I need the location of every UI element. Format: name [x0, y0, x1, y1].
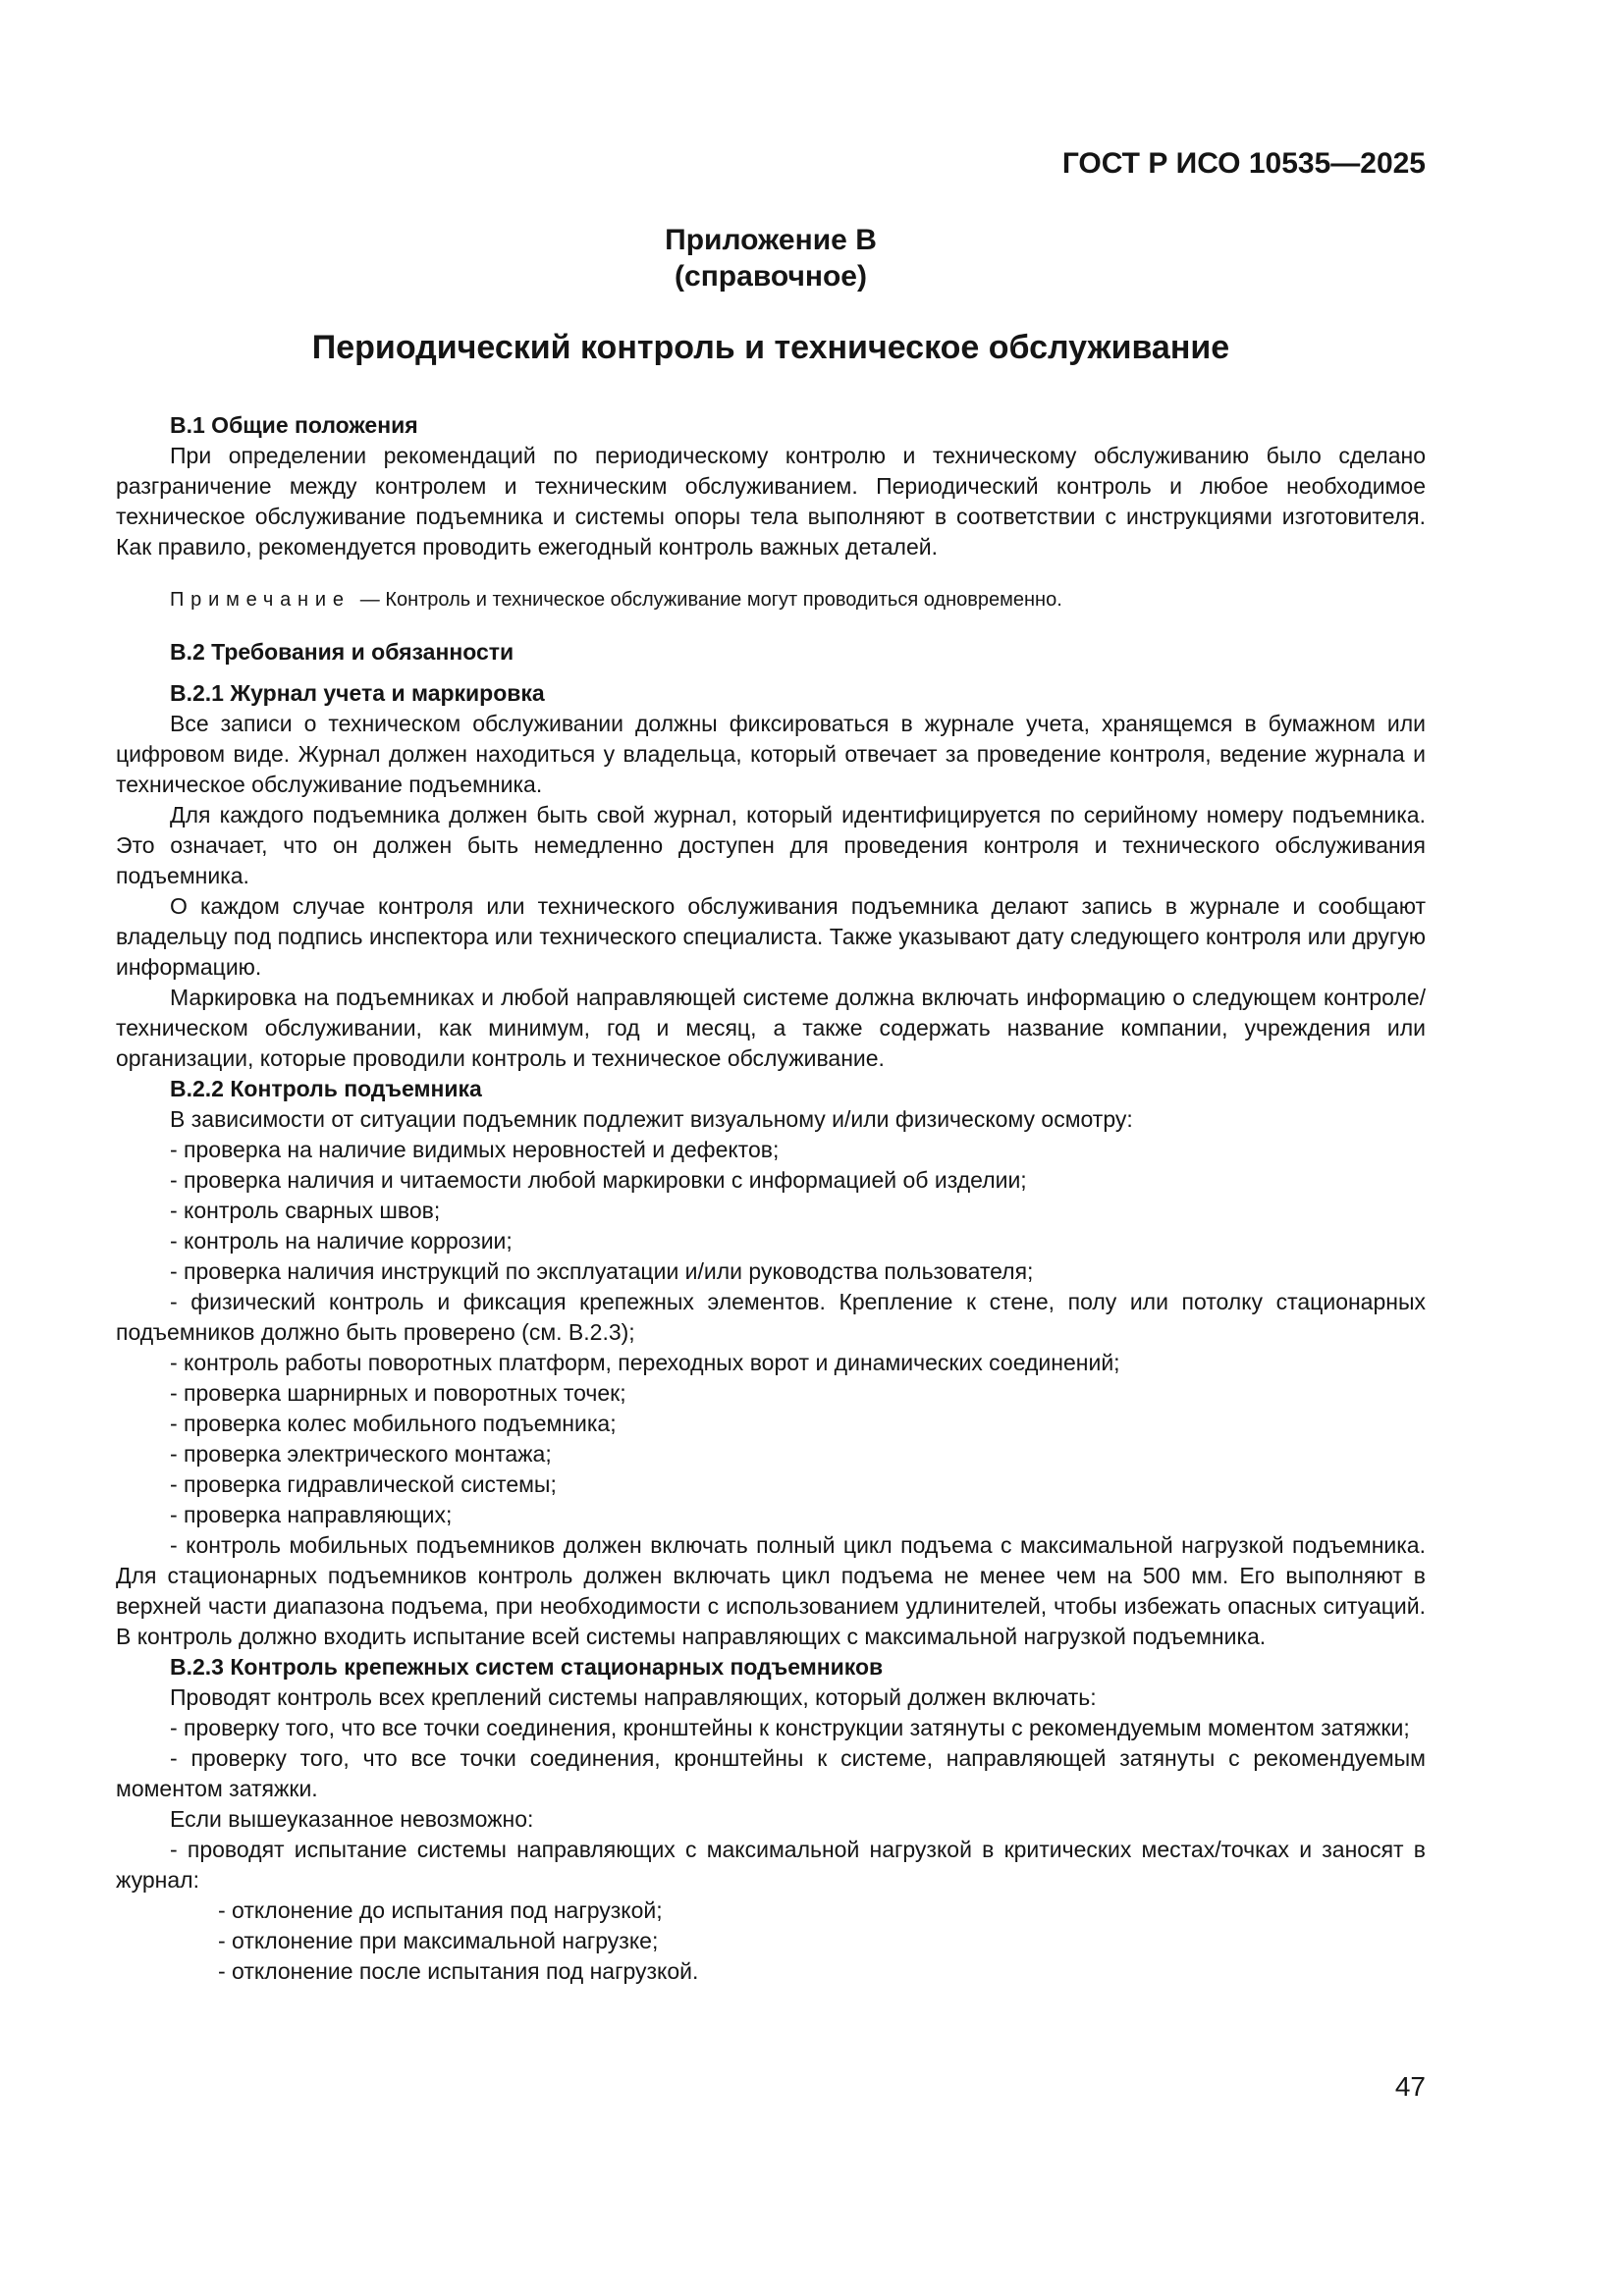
paragraph-b21-2: Для каждого подъемника должен быть свой журнал, который идентифицируется по серийному номеру подъемника. Это означает, что он должен быть немедленно доступен для проведения контроля и технического обслуживания подъемника.	[116, 802, 1426, 888]
list-item-b22-9: - проверка колес мобильного подъемника;	[170, 1411, 617, 1436]
annex-label: Приложение В	[665, 224, 877, 256]
heading-b2: В.2 Требования и обязанности	[170, 639, 514, 665]
heading-b22: В.2.2 Контроль подъемника	[170, 1076, 482, 1101]
page-number: 47	[1394, 2071, 1426, 2102]
list-item-b23-1: - проверку того, что все точки соединения, кронштейны к конструкции затянуты с рекомендуемым моментом затяжки;	[170, 1715, 1410, 1740]
paragraph-b21-1: Все записи о техническом обслуживании должны фиксироваться в журнале учета, хранящемся в бумажном или цифровом виде. Журнал должен находиться у владельца, который отвечает за проведение контроля, ведение журнала и техническое обслуживание подъемника.	[116, 711, 1426, 797]
note-text: — Контроль и техническое обслуживание могут проводиться одновременно.	[359, 589, 1062, 611]
sub-list-item-deflection-after: - отклонение после испытания под нагрузкой.	[218, 1958, 699, 1984]
paragraph-b22-intro: В зависимости от ситуации подъемник подлежит визуальному и/или физическому осмотру:	[170, 1106, 1133, 1132]
heading-b23: В.2.3 Контроль крепежных систем стационарных подъемников	[170, 1654, 884, 1680]
note-label: Примечание	[170, 589, 351, 611]
heading-b21: В.2.1 Журнал учета и маркировка	[170, 680, 545, 706]
list-item-b22-10: - проверка электрического монтажа;	[170, 1441, 552, 1467]
running-header-standard-ref: ГОСТ Р ИСО 10535—2025	[1061, 147, 1426, 180]
paragraph-b1: При определении рекомендаций по периодическому контролю и техническому обслуживанию было сделано разграничение между контролем и техническим обслуживанием. Периодический контроль и любое необходимое техническое обслуживание подъемника и системы опоры тела выполняют в соответствии с инструкциями изготовителя. Как правило, рекомендуется проводить ежегодный контроль важных деталей.	[116, 443, 1426, 560]
annex-title: Периодический контроль и техническое обслуживание	[311, 329, 1230, 366]
paragraph-b21-4: Маркировка на подъемниках и любой направляющей системе должна включать информацию о следующем контроле/техническом обслуживании, как минимум, год и месяц, а также содержать название компании, учреждения или организации, которые проводили контроль и техническое обслуживание.	[116, 985, 1426, 1071]
list-item-b22-4: - контроль на наличие коррозии;	[170, 1228, 513, 1254]
list-item-b22-12: - проверка направляющих;	[170, 1502, 453, 1527]
paragraph-b23-intro: Проводят контроль всех креплений системы направляющих, который должен включать:	[170, 1684, 1097, 1710]
heading-b1: В.1 Общие положения	[170, 412, 418, 438]
list-item-b22-11: - проверка гидравлической системы;	[170, 1471, 557, 1497]
note	[116, 586, 1426, 614]
list-item-b22-2: - проверка наличия и читаемости любой маркировки с информацией об изделии;	[170, 1167, 1027, 1193]
list-item-b22-13: - контроль мобильных подъемников должен включать полный цикл подъема с максимальной нагрузкой подъемника. Для стационарных подъемников контроль должен включать цикл подъема не менее чем на 500 мм. Его выполняют в верхней части диапазона подъема, при необходимости с использованием удлинителей, чтобы избежать опасных ситуаций. В контроль должно входить испытание всей системы направляющих с максимальной нагрузкой подъемника.	[116, 1532, 1426, 1649]
list-item-b22-5: - проверка наличия инструкций по эксплуатации и/или руководства пользователя;	[170, 1258, 1034, 1284]
paragraph-b23-condition: Если вышеуказанное невозможно:	[170, 1806, 534, 1832]
list-item-b23-2: - проверку того, что все точки соединения, кронштейны к системе, направляющей затянуты с рекомендуемым моментом затяжки.	[116, 1745, 1426, 1801]
list-item-b22-8: - проверка шарнирных и поворотных точек;	[170, 1380, 626, 1406]
sub-list-item-deflection-max: - отклонение при максимальной нагрузке;	[218, 1928, 659, 1953]
list-item-b23-test: - проводят испытание системы направляющих с максимальной нагрузкой в критических местах/точках и заносят в журнал:	[116, 1837, 1426, 1893]
list-item-b22-6: - физический контроль и фиксация крепежных элементов. Крепление к стене, полу или потолку стационарных подъемников должно быть проверено (см. В.2.3);	[116, 1289, 1426, 1345]
sub-list-item-deflection-before: - отклонение до испытания под нагрузкой;	[218, 1897, 663, 1923]
paragraph-b21-3: О каждом случае контроля или технического обслуживания подъемника делают запись в журнале и сообщают владельцу под подпись инспектора или технического специалиста. Также указывают дату следующего контроля или другую информацию.	[116, 893, 1426, 980]
list-item-b22-3: - контроль сварных швов;	[170, 1198, 441, 1223]
list-item-b22-1: - проверка на наличие видимых неровностей и дефектов;	[170, 1137, 780, 1162]
annex-kind: (справочное)	[675, 260, 867, 293]
list-item-b22-7: - контроль работы поворотных платформ, переходных ворот и динамических соединений;	[170, 1350, 1120, 1375]
